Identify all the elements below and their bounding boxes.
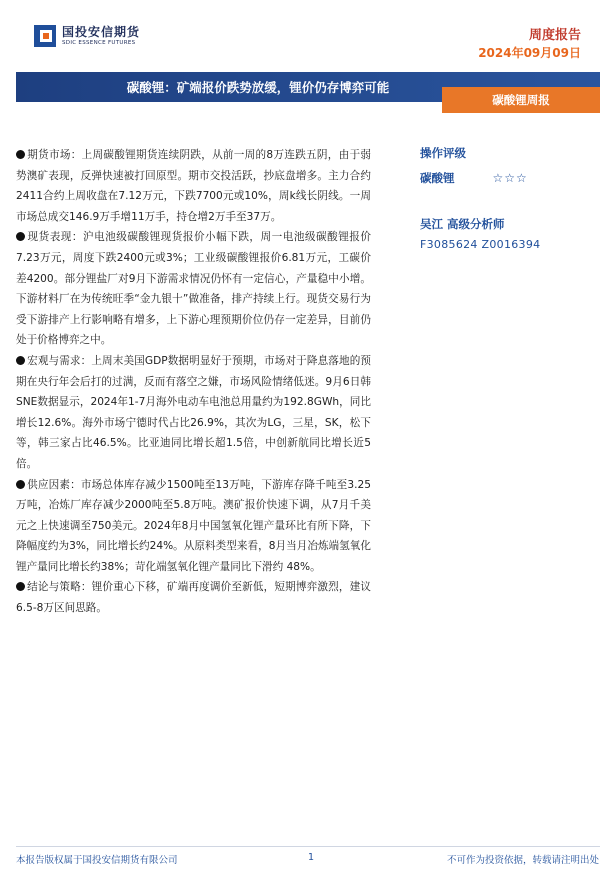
logo-chinese-name: 国投安信期货 (62, 25, 141, 39)
bullet-icon (16, 582, 25, 591)
bullet-icon (16, 480, 25, 489)
footer-disclaimer: 不可作为投资依据，转载请注明出处 (446, 855, 599, 866)
paragraph-macro-demand: 宏观与需求：上周末美国GDP数据明显好于预期，市场对于降息落地的预期在央行年会后打的过满，反而有落空之嫌，市场风险情绪低迷。9月6日韩SNE数据显示，2024年1-7月海外电动车电池总用量约为192.8GWh，同比增长12.6%。海外市场宁德时代占比26.9%，其次为LG，三星，SK，松下等，韩三家占比46.5%。比亚迪同比增长超1.5倍，中创新航同比增长近5倍。 (16, 354, 371, 470)
logo-icon (34, 25, 56, 47)
rating-item: 碳酸锂 (420, 171, 455, 185)
rating-heading: 操作评级 (420, 146, 466, 160)
bullet-icon (16, 356, 25, 365)
footer-divider (16, 846, 600, 847)
paragraph-supply: 供应因素：市场总体库存减少1500吨至13万吨，下游库存降千吨至3.25万吨，冶炼厂库存减少2000吨至5.8万吨。澳矿报价快速下调，从7月千美元之上快速调至750美元。2024年8月中国氢氧化锂产量环比有所下降，下降幅度约为3%，同比增长约24%。从原料类型来看，8月当月冶炼端氢氧化锂产量同比增长约38%；苛化端氢氧化锂产量同比下滑约 48%。 (16, 478, 371, 573)
rating-row (420, 170, 600, 186)
page-number: 1 (308, 852, 315, 863)
report-title: 碳酸锂：矿端报价跌势放缓，锂价仍存博弈可能 (126, 80, 390, 95)
footer-copyright: 本报告版权属于国投安信期货有限公司 (16, 855, 178, 866)
analyst-license-ids: F3085624 Z0016394 (420, 238, 541, 251)
report-type: 周度报告 (528, 28, 581, 43)
analyst-name: 吴江 高级分析师 (420, 217, 505, 231)
rating-sidebar (420, 145, 600, 251)
paragraph-conclusion: 结论与策略：锂价重心下移，矿端再度调价至新低，短期博弈激烈，建议6.5-8万区间思路。 (16, 581, 371, 615)
logo-english-name: SDIC ESSENCE FUTURES (62, 40, 136, 46)
rating-stars-icon: ☆☆☆ (492, 171, 528, 185)
bullet-icon (16, 232, 25, 241)
bullet-icon (16, 150, 25, 159)
paragraph-spot: 现货表现：沪电池级碳酸锂现货报价小幅下跌，周一电池级碳酸锂报价7.23万元，周度下跌2400元或3%；工业级碳酸锂报价6.81万元，工碳价差4200。部分锂盐厂对9月下游需求情况仍怀有一定信心，产量稳中小增。下游材料厂在为传统旺季“金九银十”做准备，排产持续上行。现货交易行为受下游排产上行影响略有增多，上下游心理预期价位仍存一定差异，目前仍处于价格博弈之中。 (16, 231, 371, 347)
paragraph-futures: 期货市场：上周碳酸锂期货连续阴跌，从前一周的8万连跌五阴，由于弱势澳矿表现，反弹快速被打回原型。期市交投活跃，抄底盘增多。主力合约2411合约上周收盘在7.12万元，下跌7700元或10%，周k线长阴线。一周市场总成交146.9万手增11万手，持仓增2万手至37万。 (16, 149, 371, 223)
report-body (16, 145, 371, 619)
report-date: 2024年09月09日 (478, 46, 581, 60)
company-logo (34, 25, 140, 47)
report-category-tab: 碳酸锂周报 (442, 87, 600, 113)
